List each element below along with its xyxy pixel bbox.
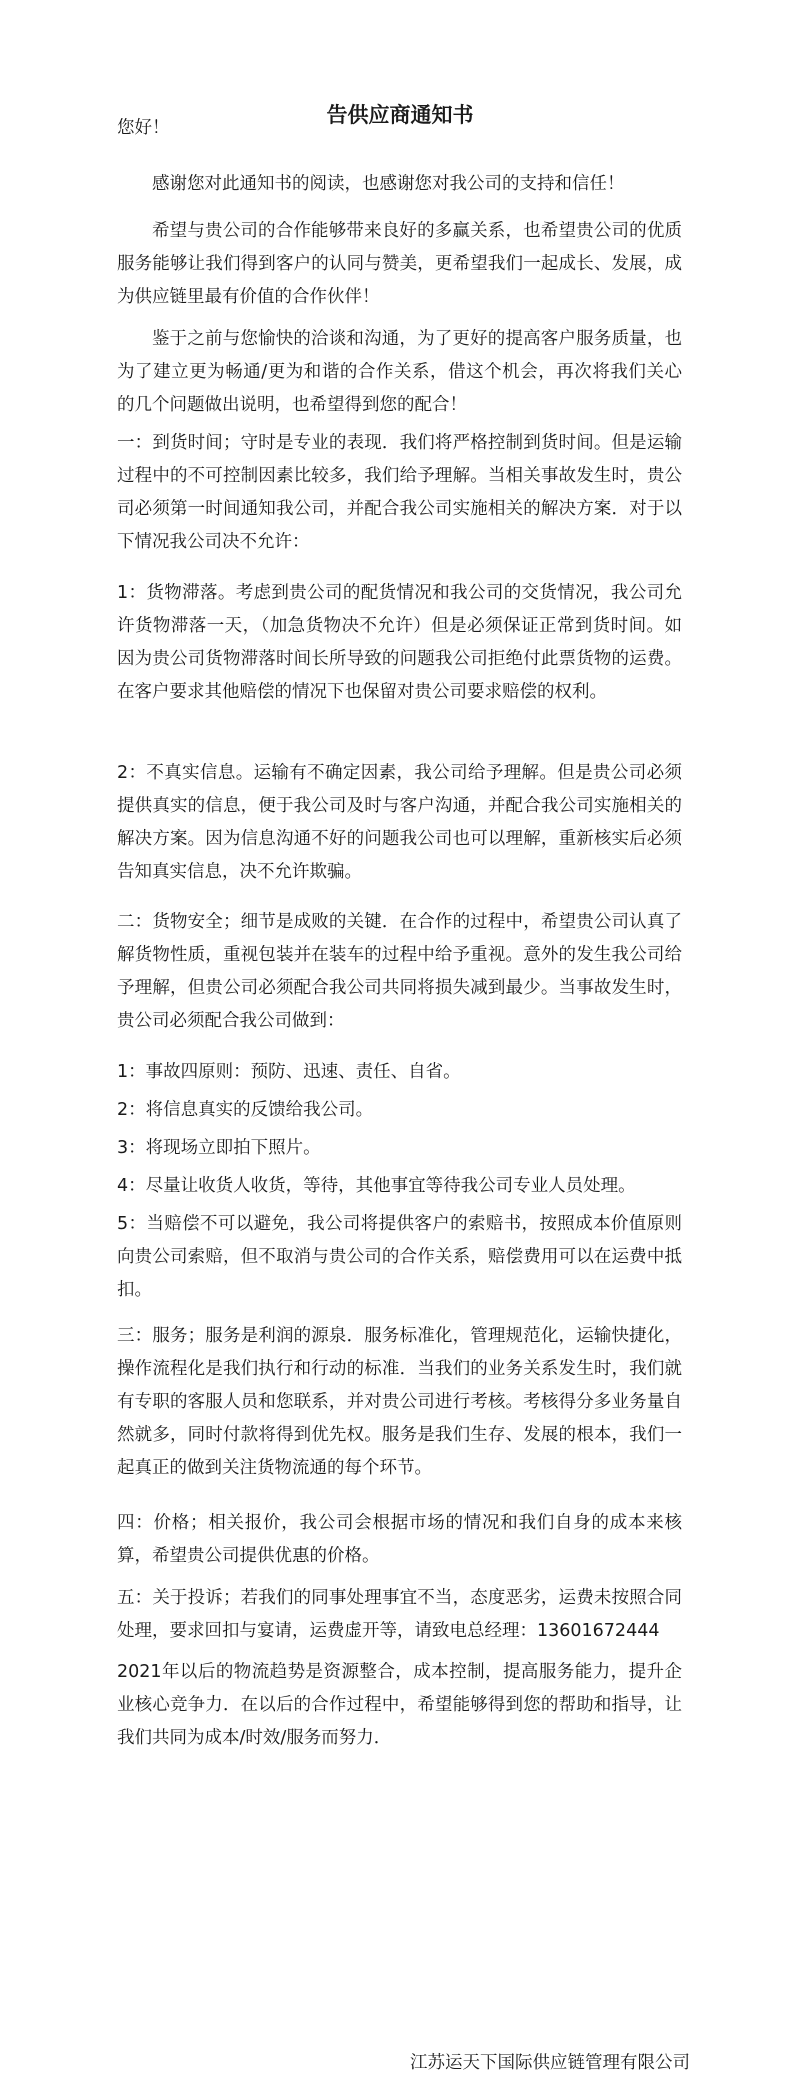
- section-delivery-time: 一：到货时间；守时是专业的表现．我们将严格控制到货时间。但是运输过程中的不可控制因素比较多，我们给予理解。当相关事故发生时，贵公司必须第一时间通知我公司，并配合我公司实施相关的解决方案．对于以下情况我公司决不允许：: [117, 433, 682, 552]
- section-price: 四：价格；相关报价，我公司会根据市场的情况和我们自身的成本来核算，希望贵公司提供优惠的价格。: [117, 1513, 682, 1566]
- section-complaints: 五：关于投诉；若我们的同事处理事宜不当，态度恶劣，运费未按照合同处理，要求回扣与宴请，运费虚开等，请致电总经理：13601672444: [117, 1588, 682, 1641]
- intro-paragraph-1: 感谢您对此通知书的阅读，也感谢您对我公司的支持和信任！: [152, 174, 625, 194]
- safety-item-3: 3：将现场立即拍下照片。: [117, 1138, 321, 1158]
- closing-paragraph: 2021年以后的物流趋势是资源整合，成本控制，提高服务能力，提升企业核心竞争力．在以后的合作过程中，希望能够得到您的帮助和指导，让我们共同为成本/时效/服务而努力．: [117, 1662, 682, 1748]
- document-title: 告供应商通知书: [326, 103, 474, 127]
- section-cargo-safety: 二：货物安全；细节是成败的关键．在合作的过程中，希望贵公司认真了解货物性质，重视包装并在装车的过程中给予重视。意外的发生我公司给予理解，但贵公司必须配合我公司共同将损失减到最少。当事故发生时，贵公司必须配合我公司做到：: [117, 912, 682, 1031]
- safety-item-2: 2：将信息真实的反馈给我公司。: [117, 1100, 374, 1120]
- section-service: 三：服务；服务是利润的源泉．服务标准化，管理规范化，运输快捷化，操作流程化是我们执行和行动的标准．当我们的业务关系发生时，我们就有专职的客服人员和您联系，并对贵公司进行考核。考核得分多业务量自然就多，同时付款将得到优先权。服务是我们生存、发展的根本，我们一起真正的做到关注货物流通的每个环节。: [117, 1326, 682, 1478]
- safety-item-4: 4：尽量让收货人收货，等待，其他事宜等待我公司专业人员处理。: [117, 1176, 636, 1196]
- company-signature: 江苏运天下国际供应链管理有限公司: [410, 2053, 690, 2073]
- section-delivery-item-2: 2：不真实信息。运输有不确定因素，我公司给予理解。但是贵公司必须提供真实的信息，便于我公司及时与客户沟通，并配合我公司实施相关的解决方案。因为信息沟通不好的问题我公司也可以理解，重新核实后必须告知真实信息，决不允许欺骗。: [117, 763, 682, 882]
- intro-paragraph-2: 希望与贵公司的合作能够带来良好的多赢关系，也希望贵公司的优质服务能够让我们得到客户的认同与赞美，更希望我们一起成长、发展，成为供应链里最有价值的合作伙伴！: [117, 221, 682, 307]
- greeting: 您好！: [117, 118, 170, 138]
- safety-item-1: 1：事故四原则：预防、迅速、责任、自省。: [117, 1062, 461, 1082]
- safety-item-5: 5：当赔偿不可以避免，我公司将提供客户的索赔书，按照成本价值原则向贵公司索赔，但不取消与贵公司的合作关系，赔偿费用可以在运费中抵扣。: [117, 1214, 682, 1300]
- intro-paragraph-3: 鉴于之前与您愉快的洽谈和沟通，为了更好的提高客户服务质量，也为了建立更为畅通/更为和谐的合作关系，借这个机会，再次将我们关心的几个问题做出说明，也希望得到您的配合！: [117, 329, 682, 415]
- section-delivery-item-1: 1：货物滞落。考虑到贵公司的配货情况和我公司的交货情况，我公司允许货物滞落一天，（加急货物决不允许）但是必须保证正常到货时间。如因为贵公司货物滞落时间长所导致的问题我公司拒绝付此票货物的运费。在客户要求其他赔偿的情况下也保留对贵公司要求赔偿的权利。: [117, 583, 682, 702]
